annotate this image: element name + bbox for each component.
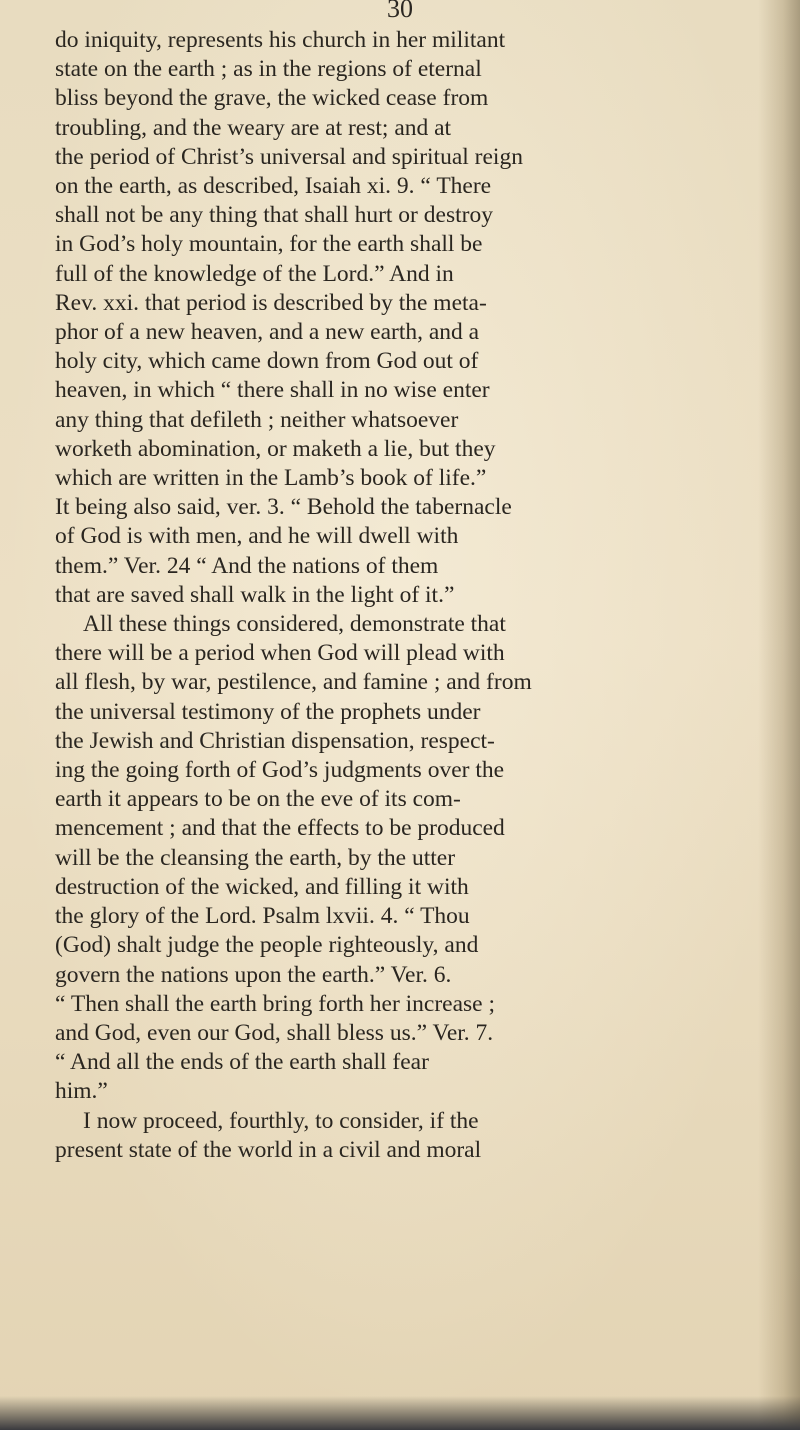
text-line: all flesh, by war, pestilence, and famine ; and from [55, 669, 532, 696]
text-line: earth it appears to be on the eve of its com- [55, 786, 461, 813]
text-line: do iniquity, represents his church in her militant [55, 27, 506, 53]
text-line: (God) shalt judge the people righteously, and [55, 932, 479, 959]
text-line: present state of the world in a civil and moral [55, 1136, 482, 1163]
text-line: in God’s holy mountain, for the earth shall be [55, 231, 483, 258]
text-line: of God is with men, and he will dwell with [55, 523, 459, 550]
page-bottom-edge [0, 1396, 800, 1430]
text-line: holy city, which came down from God out of [55, 348, 479, 375]
body-text [55, 26, 793, 1165]
text-line: worketh abomination, or maketh a lie, but they [55, 435, 496, 462]
text-line: that are saved shall walk in the light of it.” [55, 581, 455, 608]
text-line: the universal testimony of the prophets under [55, 698, 481, 725]
text-line: there will be a period when God will plead with [55, 640, 505, 667]
paragraph-start-line: All these things considered, demonstrate that [83, 611, 506, 638]
text-line: state on the earth ; as in the regions of eternal [55, 56, 482, 83]
text-line: which are written in the Lamb’s book of life.” [55, 465, 487, 492]
text-line: phor of a new heaven, and a new earth, and a [55, 319, 480, 346]
text-line: “ And all the ends of the earth shall fear [55, 1049, 429, 1076]
text-line: full of the knowledge of the Lord.” And in [55, 260, 454, 287]
text-line: govern the nations upon the earth.” Ver. 6. [55, 961, 452, 988]
paragraph-start-line: I now proceed, fourthly, to consider, if the [83, 1107, 479, 1134]
text-line: on the earth, as described, Isaiah xi. 9. “ There [55, 173, 492, 200]
text-line: troubling, and the weary are at rest; and at [55, 114, 452, 141]
text-line: and God, even our God, shall bless us.” Ver. 7. [55, 1019, 494, 1046]
text-line: the glory of the Lord. Psalm lxvii. 4. “ Thou [55, 903, 470, 930]
text-line: any thing that defileth ; neither whatsoever [55, 406, 459, 433]
text-line: heaven, in which “ there shall in no wise enter [55, 377, 490, 404]
text-line: mencement ; and that the effects to be produced [55, 815, 505, 842]
text-line: will be the cleansing the earth, by the utter [55, 844, 456, 871]
text-line: them.” Ver. 24 “ And the nations of them [55, 552, 439, 579]
text-line: “ Then shall the earth bring forth her increase ; [55, 990, 496, 1017]
page-number: 30 [387, 0, 413, 23]
text-line: shall not be any thing that shall hurt or destroy [55, 202, 493, 229]
text-line: the Jewish and Christian dispensation, respect- [55, 727, 495, 754]
text-line: ing the going forth of God’s judgments over the [55, 757, 505, 784]
text-line: It being also said, ver. 3. “ Behold the tabernacle [55, 494, 512, 521]
text-line: the period of Christ’s universal and spiritual reign [55, 143, 523, 170]
text-line: destruction of the wicked, and filling it with [55, 873, 469, 900]
text-line: Rev. xxi. that period is described by the meta- [55, 289, 487, 316]
text-line: him.” [55, 1078, 108, 1105]
text-line: bliss beyond the grave, the wicked cease from [55, 85, 489, 112]
